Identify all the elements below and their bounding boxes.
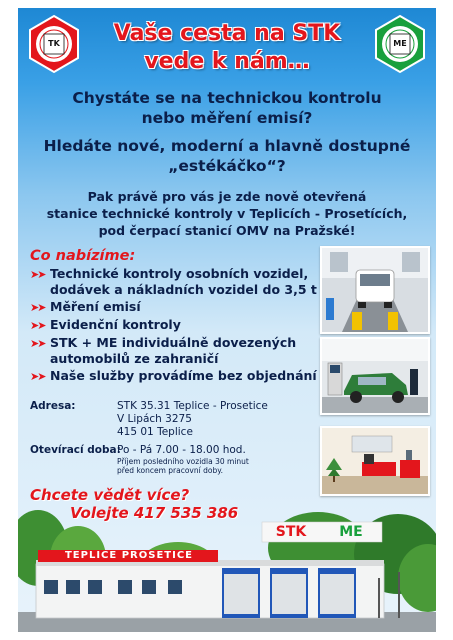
arrow-bullet-icon: ➤➤ — [30, 337, 45, 350]
list-item — [30, 266, 330, 298]
title-line-1: Vaše cesta na STK — [113, 21, 341, 46]
title-line-2: vede k nám… — [144, 49, 310, 74]
list-item — [30, 299, 330, 316]
hours-value — [117, 444, 249, 475]
building-sign-me: ME — [339, 524, 363, 540]
offer-title: Co nabízíme: — [30, 248, 136, 264]
address-line-3: 415 01 Teplice — [117, 426, 193, 438]
me-badge-icon — [370, 14, 430, 74]
inspection-lane-photo — [320, 246, 430, 334]
list-item — [30, 317, 330, 334]
building-sign-stk: STK — [275, 524, 307, 540]
list-item-text: Měření emisí — [50, 299, 141, 314]
hours-text: Po - Pá 7.00 - 18.00 hod. — [117, 444, 246, 456]
subtitle-line-3: pod čerpací stanicí OMV na Pražské! — [98, 223, 356, 238]
list-item — [30, 368, 330, 385]
subtitle-line-2: stanice technické kontroly v Teplicích - Prosetících, — [46, 206, 408, 221]
subtitle-line-1: Pak právě pro vás je zde nově otevřená — [87, 189, 367, 204]
headline-line-3: Hledáte nové, moderní a hlavně dostupné — [43, 137, 411, 155]
address-line-2: V Lipách 3275 — [117, 413, 192, 425]
tk-badge-icon — [24, 14, 84, 74]
list-item-text: Naše služby provádíme bez objednání — [50, 368, 317, 383]
emissions-test-photo — [320, 337, 430, 415]
headline-line-1: Chystáte se na technickou kontrolu — [72, 89, 382, 107]
list-item — [30, 335, 330, 367]
offer-list — [30, 266, 330, 386]
arrow-bullet-icon: ➤➤ — [30, 301, 45, 314]
list-item-text: STK + ME individuálně dovezených automobilů ze zahraničí — [50, 335, 297, 366]
hours-note-2: před koncem pracovní doby. — [117, 466, 223, 475]
arrow-bullet-icon: ➤➤ — [30, 268, 45, 281]
tk-badge-label: TK — [48, 39, 60, 48]
hours-label: Otevírací doba: — [30, 444, 121, 456]
headline-line-4: „estékáčko“? — [168, 157, 286, 175]
list-item-text: Evidenční kontroly — [50, 317, 181, 332]
address-value — [117, 400, 268, 439]
poster — [18, 8, 436, 632]
arrow-bullet-icon: ➤➤ — [30, 370, 45, 383]
list-item-text: Technické kontroly osobních vozidel, dodávek a nákladních vozidel do 3,5 t — [50, 266, 317, 297]
address-label: Adresa: — [30, 400, 76, 412]
cta-phone: Volejte 417 535 386 — [70, 504, 239, 522]
office-photo — [320, 426, 430, 496]
stk-building-illustration — [18, 508, 436, 632]
address-line-1: STK 35.31 Teplice - Prosetice — [117, 400, 268, 412]
hours-note-1: Příjem posledního vozidla 30 minut — [117, 457, 249, 466]
arrow-bullet-icon: ➤➤ — [30, 319, 45, 332]
headline-line-2: nebo měření emisí? — [141, 109, 313, 127]
building-sign-name: TEPLICE PROSETICE — [64, 550, 193, 561]
me-badge-label: ME — [393, 39, 407, 48]
cta-line-1: Chcete vědět více? — [30, 486, 190, 504]
